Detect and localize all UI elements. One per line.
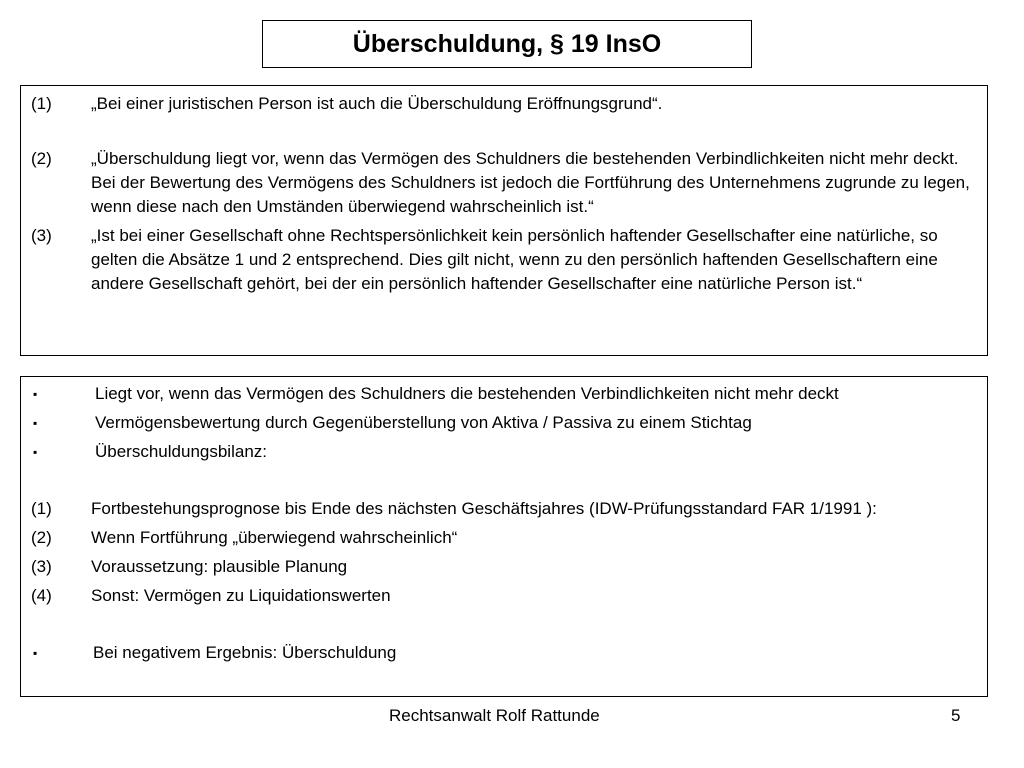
bullet-text: Vermögensbewertung durch Gegenüberstellung von Aktiva / Passiva zu einem Stichtag	[95, 413, 752, 432]
square-bullet-icon: ▪	[33, 445, 38, 459]
law-paragraph-3	[31, 224, 977, 296]
slide-title	[262, 20, 752, 68]
square-bullet-icon: ▪	[33, 646, 38, 660]
square-bullet-icon: ▪	[33, 416, 38, 430]
law-paragraph-1	[31, 92, 977, 116]
paragraph-text: „Ist bei einer Gesellschaft ohne Rechtspersönlichkeit kein persönlich haftender Gesellschafter eine natürliche, so gelten die Absätze 1 und 2 entsprechend. Dies gilt nicht, wenn zu den persönlich haftenden Gesellschaftern eine andere Gesellschaft gehört, bei der ein persönlich haftender Gesellschafter eine natürliche Person ist.“	[91, 226, 938, 293]
slide-title-text: Überschuldung, § 19 InsO	[352, 29, 662, 58]
step-item	[31, 555, 977, 579]
bullet-item	[31, 382, 977, 406]
step-number: (2)	[31, 528, 52, 547]
step-item	[31, 584, 977, 608]
footer-page-number: 5	[951, 706, 961, 725]
paragraph-text: „Bei einer juristischen Person ist auch die Überschuldung Eröffnungsgrund“.	[91, 94, 663, 113]
square-bullet-icon: ▪	[33, 387, 38, 401]
step-text: Sonst: Vermögen zu Liquidationswerten	[91, 586, 391, 605]
step-item	[31, 497, 977, 521]
notes-box	[20, 376, 988, 697]
footer-author: Rechtsanwalt Rolf Rattunde	[389, 706, 600, 725]
bullet-text: Überschuldungsbilanz:	[95, 442, 267, 461]
paragraph-text: „Überschuldung liegt vor, wenn das Vermögen des Schuldners die bestehenden Verbindlichkeiten nicht mehr deckt. Bei der Bewertung des Vermögens des Schuldners ist jedoch die Fortführung des Unternehmens zugrunde zu legen, wenn diese nach den Umständen überwiegend wahrscheinlich ist.“	[91, 149, 970, 216]
step-number: (1)	[31, 499, 52, 518]
paragraph-number: (2)	[31, 149, 52, 168]
step-text: Wenn Fortführung „überwiegend wahrscheinlich“	[91, 528, 458, 547]
step-number: (4)	[31, 586, 52, 605]
paragraph-number: (3)	[31, 226, 52, 245]
step-text: Fortbestehungsprognose bis Ende des nächsten Geschäftsjahres (IDW-Prüfungsstandard FAR 1/1991 ):	[91, 499, 877, 518]
step-item	[31, 526, 977, 550]
bullet-text: Bei negativem Ergebnis: Überschuldung	[93, 643, 397, 662]
law-text-box	[20, 85, 988, 356]
step-text: Voraussetzung: plausible Planung	[91, 557, 348, 576]
law-paragraph-2	[31, 147, 977, 219]
bullet-text: Liegt vor, wenn das Vermögen des Schuldners die bestehenden Verbindlichkeiten nicht mehr deckt	[95, 384, 839, 403]
bullet-item	[31, 411, 977, 435]
step-number: (3)	[31, 557, 52, 576]
bullet-item	[31, 641, 977, 665]
paragraph-number: (1)	[31, 94, 52, 113]
bullet-item	[31, 440, 977, 464]
